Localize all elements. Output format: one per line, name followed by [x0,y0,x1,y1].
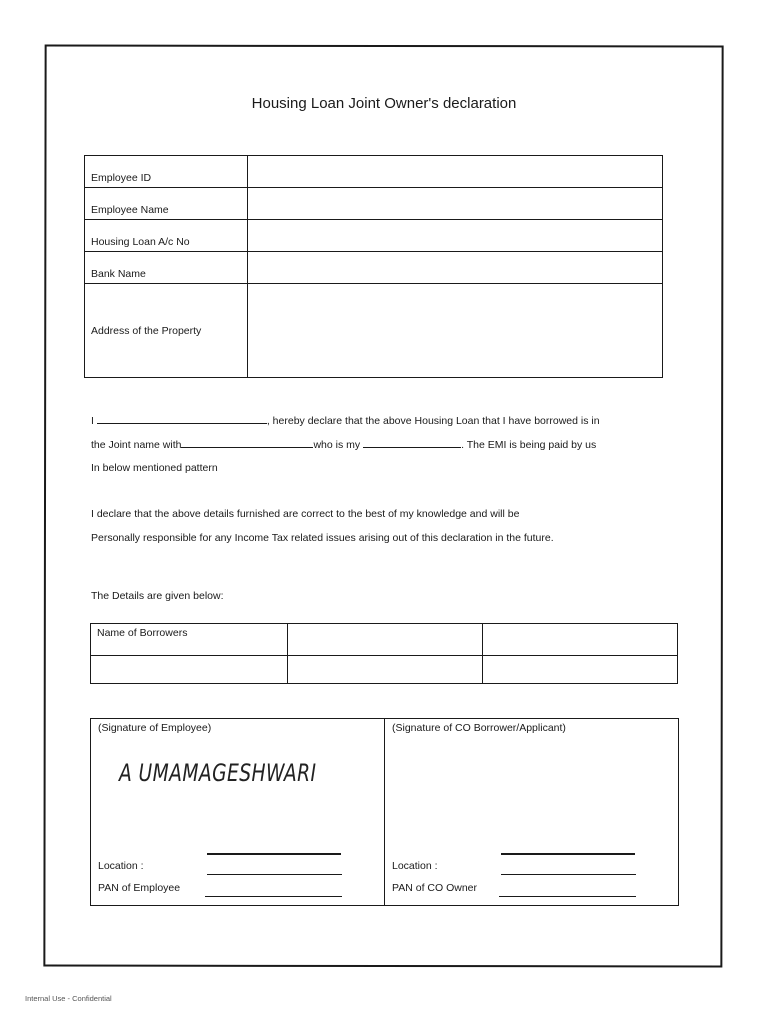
declaration-line-3: In below mentioned pattern [91,462,218,474]
field-value-loan-account[interactable] [248,220,663,252]
field-label-bank-name: Bank Name [85,252,248,284]
employee-pan-label: PAN of Employee [98,882,181,894]
table-row [91,656,678,684]
declaration-line-1 [91,410,600,434]
borrowers-header-cell[interactable] [287,624,482,656]
field-value-employee-id[interactable] [248,156,663,188]
field-label-loan-account: Housing Loan A/c No [85,220,248,252]
field-value-property-address[interactable] [248,284,663,378]
document-title: Housing Loan Joint Owner's declaration [251,95,517,112]
co-borrower-signature-line[interactable] [501,853,635,855]
co-borrower-pan-label: PAN of CO Owner [392,882,477,894]
table-row [85,252,663,284]
field-label-employee-id: Employee ID [85,156,248,188]
field-value-employee-name[interactable] [248,188,663,220]
confidentiality-footer: Internal Use - Confidential [25,994,112,1003]
declaration-text: the Joint name with [91,438,182,451]
field-label-employee-name: Employee Name [85,188,248,220]
name-blank[interactable] [97,412,267,424]
co-borrower-pan-line[interactable] [499,896,636,897]
declaration-text: who is my [313,438,364,451]
confirmation-line-1: I declare that the above details furnished are correct to the best of my knowledge and will be [91,508,520,520]
details-heading: The Details are given below: [91,590,224,602]
borrowers-cell[interactable] [91,656,288,684]
borrowers-table [90,623,678,684]
declaration-text: , hereby declare that the above Housing Loan that I have borrowed is in [266,415,600,427]
borrowers-cell[interactable] [287,656,482,684]
confirmation-paragraph [91,503,554,550]
table-row [85,156,663,188]
borrowers-header-cell: Name of Borrowers [91,624,288,656]
declaration-text: . The EMI is being paid by us [461,438,597,451]
table-row [85,188,663,220]
co-borrower-location-line[interactable] [501,874,636,875]
declaration-text: I [91,415,97,427]
relation-blank[interactable] [363,436,461,448]
employee-signature-line[interactable] [207,853,341,855]
signature-section [90,718,679,906]
employee-info-table [84,155,663,378]
field-label-property-address: Address of the Property [85,284,248,378]
table-row [85,284,663,378]
co-borrower-signature-heading: (Signature of CO Borrower/Applicant) [392,722,566,734]
employee-signature-heading: (Signature of Employee) [98,722,212,734]
employee-pan-line[interactable] [205,896,342,897]
employee-location-label: Location : [98,860,144,872]
field-value-bank-name[interactable] [248,252,663,284]
co-borrower-location-label: Location : [392,860,438,872]
confirmation-line-2: Personally responsible for any Income Tax related issues arising out of this declaration in the future. [91,531,554,544]
borrowers-cell[interactable] [482,656,677,684]
employee-handwritten-signature: A UMAMAGESHWARI [119,759,317,787]
signature-divider [384,719,385,905]
table-row [85,220,663,252]
table-row [91,624,678,656]
declaration-paragraph [91,410,600,481]
declaration-line-2 [91,434,600,458]
employee-location-line[interactable] [207,874,342,875]
borrowers-header-cell[interactable] [482,624,677,656]
joint-name-blank[interactable] [181,436,313,448]
